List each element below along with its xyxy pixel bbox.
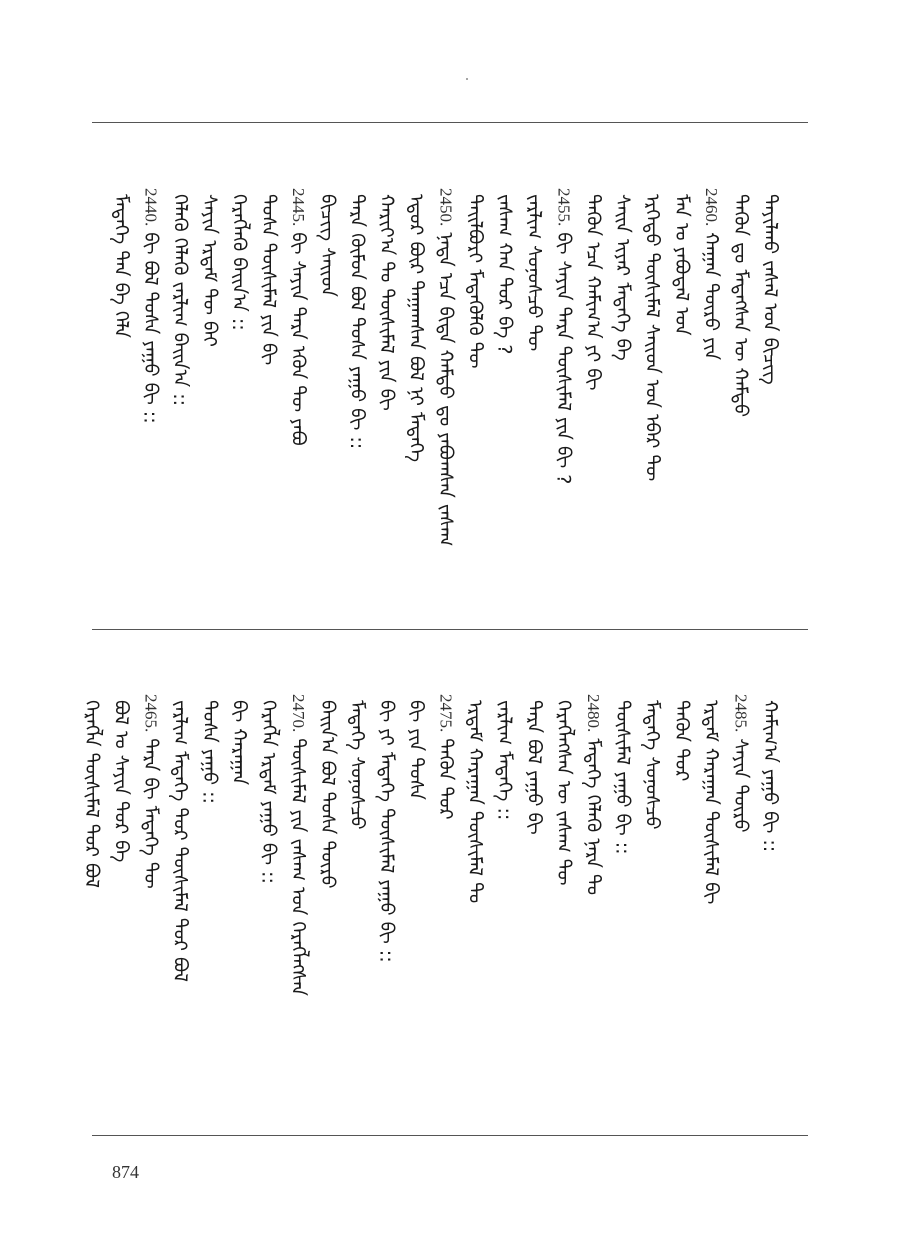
verse-text: ᠬᠠᠭᠠᠨ ᠲᠦᠷᠦ ᠶᠢᠨ — [700, 232, 722, 361]
verse-column — [109, 188, 133, 338]
verse-column — [404, 694, 428, 800]
verse-text: ᠡᠳᠦᠷ ᠪᠦᠷ ᠳᠠᠭᠠᠭᠰᠠᠨ ᠪᠣᠯ ᠨᠢ ᠮᠡᠳᠡᠭᠡ — [405, 194, 427, 463]
verse-column — [345, 694, 369, 830]
verse-column — [640, 694, 664, 830]
verse-text: ᠪᠢ ᠰᠠᠶᠢᠨ ᠲᠡᠷᠡ ᠲᠦᠰᠢᠮᠡᠯ ᠶᠢᠨ ᠪᠢ ? — [552, 232, 575, 485]
line-number: 2440. — [141, 188, 161, 227]
verse-text: ᠰᠠᠶᠢᠨ ᠡᠷᠳᠡᠮ ᠲᠦ ᠪᠠᠢ — [198, 194, 221, 347]
verse-column — [286, 694, 310, 996]
verse-text: ᠡᠷᠳᠡᠮ ᠬᠠᠷᠠᠭᠠᠨ ᠲᠦᠰᠢᠮᠡᠯ ᠪᠢ — [700, 700, 722, 905]
verse-text: ᠲᠡᠷᠡ ᠪᠢ ᠮᠡᠳᠡᠭᠡ ᠲᠦ — [139, 738, 162, 889]
verse-column — [375, 694, 399, 963]
verse-column — [168, 188, 192, 406]
verse-text: ᠮᠡᠳᠡᠭᠡ ᠬᠡᠯᠡᠬᠦ ᠨᠡᠷᠡ ᠲᠤ — [582, 738, 604, 896]
verse-column — [522, 188, 546, 351]
verse-column — [758, 694, 782, 852]
line-number: 2470. — [289, 694, 308, 733]
verse-text: ᠡᠷᠬᠡᠲᠦ ᠲᠦᠰᠢᠮᠡᠯ ᠰᠠᠢᠳ ᠤᠨ ᠡᠪᠡᠷ ᠲᠦ — [641, 194, 663, 482]
page-number: 874 — [112, 1162, 139, 1182]
verse-column — [227, 188, 251, 331]
verse-column — [139, 694, 163, 889]
verse-text: ᠨᠠᠳᠠ ᠡᠴᠡ ᠪᠢᠳᠡ ᠬᠠᠮᠲᠤ ᠳᠤ ᠶᠠᠪᠤᠭᠰᠠᠨ ᠵᠠᠰᠠᠭ — [434, 232, 457, 547]
verse-column — [286, 188, 310, 446]
verse-text: ᠬᠡᠯᠡᠬᠦ ᠬᠡᠯᠡᠬᠦ ᠵᠠᠷᠯᠢᠭ ᠪᠠᠢᠨ᠎ᠠ :: — [169, 194, 191, 407]
verse-column — [463, 694, 487, 903]
line-number: 2475. — [436, 694, 456, 733]
verse-column — [552, 694, 576, 886]
verse-column — [699, 694, 723, 904]
bottom-text-block — [0, 694, 899, 1124]
verse-column — [198, 694, 222, 804]
verse-column — [198, 188, 222, 347]
verse-text: ᠲᠤᠰᠠ ᠲᠦᠰᠢᠮᠡᠯ ᠶᠢᠨ ᠪᠢ — [257, 194, 280, 366]
verse-column — [581, 188, 605, 390]
verse-column — [699, 188, 723, 360]
verse-text: ᠮᠠᠨ ᠤ ᠶᠠᠪᠤᠳᠠᠯ ᠤᠨ — [670, 194, 693, 336]
verse-column — [316, 188, 340, 297]
verse-column — [729, 188, 753, 417]
verse-text: ᠲᠠᠶᠢᠯᠬᠤ ᠵᠠᠰᠠᠯ ᠤᠨ ᠪᠢᠴᠢᠭ — [759, 194, 781, 385]
verse-text: ᠲᠡᠭᠦᠨ ᠡᠴᠡ ᠬᠠᠮᠢᠭ᠎ᠠ ᠶᠢ ᠪᠢ — [582, 194, 604, 391]
verse-column — [109, 694, 133, 862]
verse-text: ᠮᠡᠳᠡᠭᠡ ᠰᠣᠨᠣᠰᠴᠤ — [641, 700, 663, 830]
verse-text: ᠮᠡᠳᠡᠭᠡ ᠲᠠᠨ ᠪᠠ ᠬᠡᠯᠡ — [110, 194, 132, 338]
verse-text: ᠪᠢ ᠪᠣᠯ ᠲᠤᠰᠠ ᠶᠠᠭᠤ ᠪᠢ :: — [139, 232, 162, 424]
verse-column — [404, 188, 428, 462]
verse-text: ᠪᠣᠯ ᠤ ᠰᠠᠶᠢᠨ ᠲᠤᠷ ᠪᠠ — [110, 700, 132, 863]
verse-text: ᠲᠦᠰᠢᠮᠡᠯ ᠶᠢᠨ ᠵᠠᠰᠠᠭ ᠤᠨ ᠬᠡᠷᠡᠭᠯᠡᠭᠰᠡᠨ — [287, 738, 309, 997]
verse-text: ᠵᠠᠷᠯᠢᠭ ᠮᠡᠳᠡᠭᠡ :: — [493, 700, 516, 821]
verse-text: ᠪᠢ ᠶᠢᠨ ᠲᠤᠰᠠ — [405, 700, 427, 800]
bottom-rule — [92, 1135, 808, 1136]
verse-column — [316, 694, 340, 889]
verse-text: ᠲᠡᠭᠦᠨ ᠳᠤ ᠮᠡᠳᠡᠭᠰᠡᠨ ᠦ ᠬᠠᠮᠲᠤ — [729, 194, 752, 417]
verse-column — [168, 694, 192, 982]
line-number: 2450. — [436, 188, 456, 227]
verse-column — [434, 694, 458, 820]
verse-text: ᠲᠡᠷᠡ ᠬᠦᠮᠦᠨ ᠪᠣᠯ ᠲᠤᠰᠠ ᠶᠠᠭᠤ ᠪᠢ :: — [346, 194, 368, 450]
verse-text: ᠬᠠᠮᠢᠭ᠎ᠠ ᠶᠠᠭᠤ ᠪᠢ :: — [759, 700, 781, 853]
verse-column — [611, 188, 635, 361]
verse-text: ᠵᠠᠰᠠᠭ ᠬᠠᠨ ᠲᠤᠷ ᠪᠠ ? — [493, 194, 516, 355]
verse-column — [434, 188, 458, 546]
verse-text: ᠬᠠᠷᠢᠶ᠎ᠠ ᠲᠤ ᠲᠦᠰᠢᠮᠡᠯ ᠶᠢᠨ ᠪᠢ — [375, 194, 398, 411]
verse-column — [139, 188, 163, 424]
verse-text: ᠬᠡᠷᠡᠭᠯᠡ ᠡᠷᠳᠡᠮ ᠶᠠᠭᠤ ᠪᠢ :: — [257, 700, 280, 884]
verse-column — [257, 188, 281, 365]
printer-mark — [466, 78, 468, 80]
verse-text: ᠪᠢ ᠰᠠᠶᠢᠨ ᠲᠡᠷᠡ ᠡᠭᠦᠨ ᠲᠦ ᠶᠠᠪᠤ — [287, 232, 309, 446]
verse-text: ᠰᠠᠶᠢᠨ ᠲᠦᠷᠦ — [729, 738, 752, 833]
verse-text: ᠪᠠᠢᠨ᠎ᠠ ᠪᠣᠯ ᠲᠤᠰᠠ ᠲᠦᠷᠦ — [316, 700, 339, 889]
verse-column — [345, 188, 369, 449]
verse-text: ᠰᠠᠢᠨ ᠢᠶᠡᠷ ᠮᠡᠳᠡᠭᠡ ᠪᠠ — [611, 194, 634, 361]
verse-column — [640, 188, 664, 481]
line-number: 2465. — [141, 694, 161, 733]
verse-text: ᠲᠡᠷᠡ ᠪᠣᠯ ᠶᠠᠭᠤ ᠪᠢ — [523, 700, 545, 835]
verse-text: ᠬᠡᠷᠡᠭᠯᠡᠬᠦ ᠪᠠᠢᠨ᠎ᠠ :: — [228, 194, 250, 331]
verse-text: ᠪᠢ ᠶᠢ ᠮᠡᠳᠡᠭᠡ ᠲᠦᠰᠢᠮᠡᠯ ᠶᠠᠭᠤ ᠪᠢ :: — [375, 700, 398, 963]
verse-column — [758, 188, 782, 385]
verse-column — [493, 188, 517, 355]
verse-column — [80, 694, 104, 888]
verse-text: ᠬᠡᠷᠡᠭᠯᠡᠭᠰᠡᠨ ᠦ ᠵᠠᠰᠠᠭ ᠲᠦ — [552, 700, 575, 886]
verse-text: ᠬᠡᠷᠡᠭᠯᠡ ᠲᠦᠰᠢᠮᠡᠯ ᠲᠤᠷ ᠪᠣᠯ — [80, 700, 103, 889]
verse-text: ᠪᠢᠴᠢᠭ ᠰᠠᠢᠳ — [316, 194, 339, 297]
verse-text: ᠲᠡᠭᠦᠨ ᠲᠤᠷ — [670, 700, 693, 782]
verse-column — [552, 188, 576, 484]
line-number: 2445. — [289, 188, 308, 227]
line-number: 2460. — [702, 188, 721, 227]
line-number: 2480. — [584, 694, 603, 733]
verse-text: ᠵᠠᠷᠯᠢᠭ ᠮᠡᠳᠡᠭᠡ ᠲᠤᠷ ᠲᠦᠰᠢᠮᠡᠯ ᠲᠤᠷ ᠪᠣᠯ — [169, 700, 191, 983]
verse-column — [670, 694, 694, 781]
verse-text: ᠲᠠᠢᠯᠪᠤᠷᠢ ᠮᠡᠳᠡᠭᠦᠯᠬᠦ ᠲᠦ — [464, 194, 486, 369]
verse-text: ᠡᠷᠳᠡᠮ ᠬᠠᠷᠠᠭᠠᠨ ᠲᠦᠰᠢᠮᠡᠯ ᠲᠤ — [464, 700, 486, 904]
line-number: 2485. — [731, 694, 751, 733]
verse-column — [375, 188, 399, 411]
top-text-block — [0, 188, 899, 618]
verse-text: ᠮᠡᠳᠡᠭᠡ ᠰᠣᠨᠣᠰᠴᠤ — [346, 700, 368, 830]
top-rule — [92, 122, 808, 123]
verse-text: ᠲᠡᠭᠦᠨ ᠲᠤᠷ — [434, 738, 457, 820]
verse-column — [522, 694, 546, 835]
middle-rule — [92, 629, 808, 630]
verse-text: ᠵᠠᠷᠯᠢᠭ ᠰᠣᠨᠣᠰᠴᠤ ᠲᠦ — [523, 194, 545, 352]
verse-column — [257, 694, 281, 884]
verse-column — [463, 188, 487, 369]
verse-column — [581, 694, 605, 895]
verse-column — [493, 694, 517, 820]
verse-column — [670, 188, 694, 336]
verse-text: ᠲᠦᠰᠢᠮᠡᠯ ᠶᠠᠭᠤ ᠪᠢ :: — [611, 700, 634, 855]
verse-column — [729, 694, 753, 833]
verse-column — [611, 694, 635, 855]
line-number: 2455. — [554, 188, 574, 227]
verse-column — [227, 694, 251, 785]
verse-text: ᠲᠤᠰᠠ ᠶᠠᠭᠤ :: — [198, 700, 221, 804]
verse-text: ᠪᠢ ᠬᠠᠷᠠᠭᠠᠨ — [228, 700, 250, 786]
